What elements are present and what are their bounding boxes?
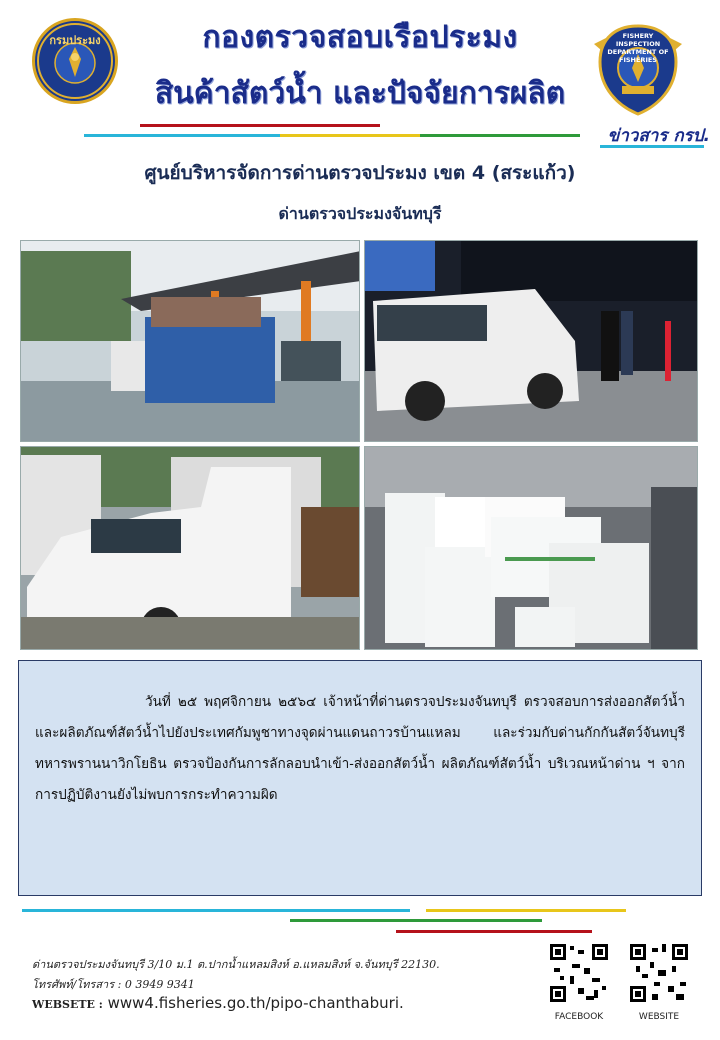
footer-phone: โทรศัพท์/โทรสาร : 0 3949 9341 (32, 978, 195, 991)
footer-website (32, 994, 404, 1012)
department-of-fisheries-logo (32, 18, 118, 104)
facebook-qr-label: FACEBOOK (554, 1012, 604, 1022)
header-rule-yellow (280, 134, 420, 137)
pickup-truck-photo (20, 446, 360, 650)
footer-address: ด่านตรวจประมงจันทบุรี 3/10 ม.1 ต.ปากน้ำแหลมสิงห์ อ.แหลมสิงห์ จ.จันทบุรี 22130. (32, 958, 440, 971)
center-title: ศูนย์บริหารจัดการด่านตรวจประมง เขต 4 (สระแก้ว) (144, 162, 576, 184)
footer-rule-yellow (426, 909, 626, 912)
tarp-truck-photo (20, 240, 360, 442)
header-rule-green (420, 134, 580, 137)
news-tag: ข่าวสาร กรป. (607, 126, 710, 146)
website-qr-icon[interactable] (628, 942, 690, 1004)
footer-rule-cyan (22, 909, 410, 912)
right-logo-text: FISHERY INSPECTION DEPARTMENT OF FISHERIES (607, 32, 669, 64)
website-qr-label: WEBSITE (638, 1012, 680, 1022)
header-rule-red (140, 124, 380, 127)
news-body-box (18, 660, 702, 896)
facebook-qr-icon[interactable] (548, 942, 610, 1004)
white-van-photo (364, 240, 698, 442)
footer-website-label: WEBSETE : (32, 998, 103, 1011)
foam-boxes-photo (364, 446, 698, 650)
fishery-inspection-badge (588, 22, 688, 118)
header-rule-cyan (84, 134, 280, 137)
footer-rule-red (396, 930, 592, 933)
footer-website-url[interactable]: www4.fisheries.go.th/pipo-chanthaburi. (107, 994, 404, 1012)
station-title: ด่านตรวจประมงจันทบุรี (278, 204, 442, 223)
news-body-text: วันที่ ๒๕ พฤศจิกายน ๒๕๖๔ เจ้าหน้าที่ด่านตรวจประมงจันทบุรี ตรวจสอบการส่งออกสัตว์น้ำและผลิตภัณฑ์สัตว์น้ำไปยังประเทศกัมพูชาทางจุดผ่านแดนถาวรบ้านแหลม และร่วมกับด่านกักกันสัตว์จันทบุรี ทหารพรานนาวิกโยธิน ตรวจป้องกันการลักลอบนำเข้า-ส่งออกสัตว์น้ำ ผลิตภัณฑ์สัตว์น้ำ บริเวณหน้าด่าน ฯ จากการปฏิบัติงานยังไม่พบการกระทำความผิด (35, 694, 685, 803)
footer-rule-green (290, 919, 542, 922)
page-title-line1: กองตรวจสอบเรือประมง (202, 20, 518, 55)
left-logo-text: กรมประมง (49, 34, 101, 47)
page-title-line2: สินค้าสัตว์น้ำ และปัจจัยการผลิต (154, 76, 566, 111)
